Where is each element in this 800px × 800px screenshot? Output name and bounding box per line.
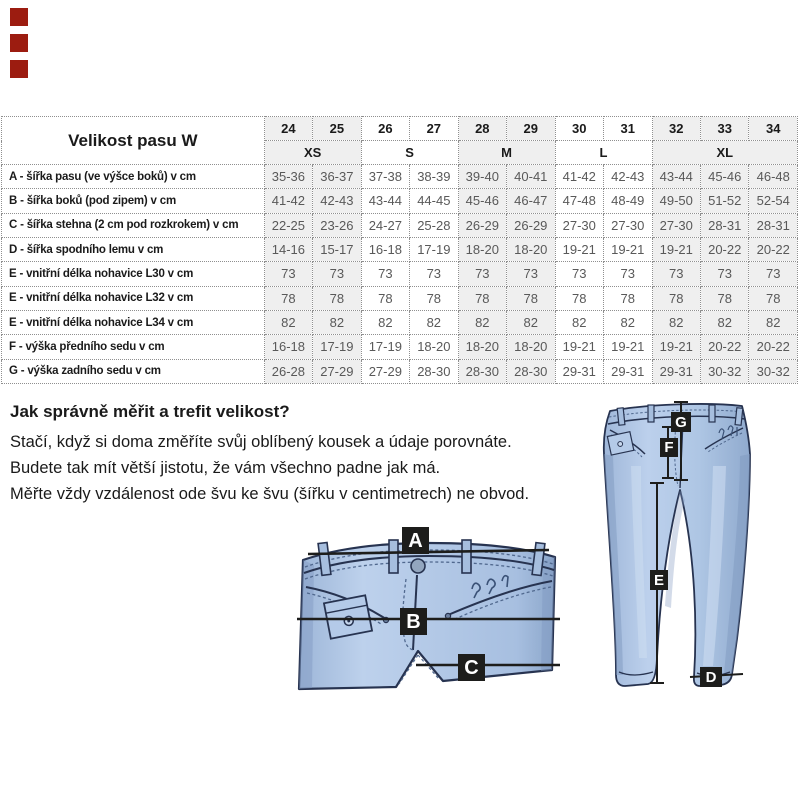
size-cell: 26-29 [507, 213, 555, 237]
measuring-instructions [10, 402, 630, 507]
measure-label-e: E [650, 570, 668, 590]
column-header-size: 29 [507, 117, 555, 141]
size-cell: 20-22 [700, 335, 748, 359]
row-label: E - vnitřní délka nohavice L32 v cm [2, 286, 265, 310]
size-cell: 78 [458, 286, 506, 310]
column-header-size: 26 [361, 117, 409, 141]
size-cell: 27-29 [313, 359, 361, 383]
size-cell: 46-47 [507, 189, 555, 213]
row-label: D - šířka spodního lemu v cm [2, 237, 265, 261]
table-row [2, 165, 798, 189]
instructions-heading: Jak správně měřit a trefit velikost? [10, 402, 290, 421]
size-cell: 29-31 [555, 359, 603, 383]
size-cell: 18-20 [410, 335, 458, 359]
size-cell: 73 [361, 262, 409, 286]
column-header-size: 30 [555, 117, 603, 141]
column-header-size: 33 [700, 117, 748, 141]
row-label: G - výška zadního sedu v cm [2, 359, 265, 383]
size-cell: 82 [749, 310, 798, 334]
size-cell: 27-30 [555, 213, 603, 237]
size-cell: 73 [555, 262, 603, 286]
size-cell: 82 [410, 310, 458, 334]
table-row [2, 213, 798, 237]
size-cell: 78 [555, 286, 603, 310]
size-cell: 18-20 [507, 335, 555, 359]
size-cell: 73 [652, 262, 700, 286]
column-header-size: 27 [410, 117, 458, 141]
size-cell: 36-37 [313, 165, 361, 189]
size-cell: 43-44 [652, 165, 700, 189]
row-label: B - šířka boků (pod zipem) v cm [2, 189, 265, 213]
column-header-size: 31 [604, 117, 652, 141]
size-cell: 35-36 [264, 165, 312, 189]
row-label: F - výška předního sedu v cm [2, 335, 265, 359]
size-cell: 28-31 [749, 213, 798, 237]
size-cell: 19-21 [604, 237, 652, 261]
size-cell: 26-28 [264, 359, 312, 383]
jeans-full-illustration [593, 396, 778, 698]
size-cell: 82 [555, 310, 603, 334]
size-cell: 18-20 [507, 237, 555, 261]
size-cell: 27-30 [652, 213, 700, 237]
instructions-line: Budete tak mít větší jistotu, že vám všechno padne jak má. [10, 459, 441, 477]
size-cell: 28-30 [410, 359, 458, 383]
column-header-size: 32 [652, 117, 700, 141]
size-cell: 29-31 [652, 359, 700, 383]
table-row [2, 310, 798, 334]
size-cell: 19-21 [555, 237, 603, 261]
row-label: C - šířka stehna (2 cm pod rozkrokem) v cm [2, 213, 265, 237]
size-cell: 51-52 [700, 189, 748, 213]
size-cell: 73 [458, 262, 506, 286]
size-cell: 82 [458, 310, 506, 334]
size-group-header: L [555, 141, 652, 165]
instructions-line: Stačí, když si doma změříte svůj oblíbený kousek a údaje porovnáte. [10, 433, 512, 451]
size-cell: 17-19 [361, 335, 409, 359]
size-cell: 42-43 [604, 165, 652, 189]
size-cell: 52-54 [749, 189, 798, 213]
color-swatch [10, 60, 28, 78]
size-cell: 18-20 [458, 237, 506, 261]
size-cell: 25-28 [410, 213, 458, 237]
size-cell: 23-26 [313, 213, 361, 237]
size-cell: 20-22 [700, 237, 748, 261]
size-cell: 27-30 [604, 213, 652, 237]
jeans-front-detail-illustration [296, 523, 562, 695]
size-cell: 40-41 [507, 165, 555, 189]
size-cell: 73 [410, 262, 458, 286]
table-corner-header: Velikost pasu W [2, 117, 265, 165]
row-label: A - šířka pasu (ve výšce boků) v cm [2, 165, 265, 189]
size-cell: 73 [604, 262, 652, 286]
size-group-header: M [458, 141, 555, 165]
size-cell: 29-31 [604, 359, 652, 383]
size-group-header: S [361, 141, 458, 165]
size-cell: 17-19 [313, 335, 361, 359]
table-row [2, 359, 798, 383]
row-label: E - vnitřní délka nohavice L30 v cm [2, 262, 265, 286]
size-cell: 82 [361, 310, 409, 334]
size-cell: 26-29 [458, 213, 506, 237]
size-cell: 82 [700, 310, 748, 334]
size-cell: 78 [507, 286, 555, 310]
size-cell: 28-30 [458, 359, 506, 383]
size-cell: 73 [700, 262, 748, 286]
measure-label-g: G [671, 412, 691, 432]
size-cell: 78 [652, 286, 700, 310]
size-cell: 82 [313, 310, 361, 334]
size-cell: 27-29 [361, 359, 409, 383]
size-cell: 24-27 [361, 213, 409, 237]
size-cell: 17-19 [410, 237, 458, 261]
table-row [2, 335, 798, 359]
size-cell: 78 [361, 286, 409, 310]
size-cell: 19-21 [652, 237, 700, 261]
column-header-size: 34 [749, 117, 798, 141]
size-cell: 43-44 [361, 189, 409, 213]
size-cell: 38-39 [410, 165, 458, 189]
size-table [1, 116, 798, 384]
size-cell: 73 [507, 262, 555, 286]
table-row [2, 189, 798, 213]
size-cell: 78 [700, 286, 748, 310]
size-cell: 28-30 [507, 359, 555, 383]
size-cell: 30-32 [749, 359, 798, 383]
size-cell: 15-17 [313, 237, 361, 261]
size-group-header: XS [264, 141, 361, 165]
size-cell: 39-40 [458, 165, 506, 189]
size-cell: 44-45 [410, 189, 458, 213]
measure-label-f: F [660, 438, 678, 457]
size-cell: 16-18 [264, 335, 312, 359]
size-group-header: XL [652, 141, 798, 165]
column-header-size: 25 [313, 117, 361, 141]
size-cell: 42-43 [313, 189, 361, 213]
size-cell: 46-48 [749, 165, 798, 189]
size-cell: 78 [749, 286, 798, 310]
size-cell: 22-25 [264, 213, 312, 237]
column-header-size: 24 [264, 117, 312, 141]
size-cell: 82 [604, 310, 652, 334]
size-cell: 45-46 [458, 189, 506, 213]
size-cell: 19-21 [604, 335, 652, 359]
size-cell: 82 [264, 310, 312, 334]
size-cell: 48-49 [604, 189, 652, 213]
size-cell: 73 [313, 262, 361, 286]
size-cell: 41-42 [555, 165, 603, 189]
size-cell: 28-31 [700, 213, 748, 237]
measure-label-c: C [458, 654, 485, 681]
size-cell: 20-22 [749, 335, 798, 359]
table-row [2, 286, 798, 310]
size-cell: 19-21 [652, 335, 700, 359]
size-cell: 47-48 [555, 189, 603, 213]
size-cell: 49-50 [652, 189, 700, 213]
size-cell: 73 [749, 262, 798, 286]
size-cell: 16-18 [361, 237, 409, 261]
measure-label-b: B [400, 608, 427, 635]
size-cell: 78 [264, 286, 312, 310]
measure-label-a: A [402, 527, 429, 554]
size-cell: 45-46 [700, 165, 748, 189]
size-cell: 78 [313, 286, 361, 310]
size-cell: 41-42 [264, 189, 312, 213]
size-cell: 78 [410, 286, 458, 310]
table-row [2, 237, 798, 261]
size-cell: 78 [604, 286, 652, 310]
color-swatch [10, 8, 28, 26]
column-header-size: 28 [458, 117, 506, 141]
size-cell: 14-16 [264, 237, 312, 261]
row-label: E - vnitřní délka nohavice L34 v cm [2, 310, 265, 334]
size-cell: 18-20 [458, 335, 506, 359]
size-cell: 82 [652, 310, 700, 334]
size-cell: 30-32 [700, 359, 748, 383]
size-cell: 73 [264, 262, 312, 286]
size-cell: 19-21 [555, 335, 603, 359]
size-cell: 37-38 [361, 165, 409, 189]
size-cell: 82 [507, 310, 555, 334]
table-row [2, 262, 798, 286]
color-swatch [10, 34, 28, 52]
instructions-line: Měřte vždy vzdálenost ode švu ke švu (šířku v centimetrech) ne obvod. [10, 485, 530, 503]
measure-label-d: D [700, 667, 722, 687]
size-cell: 20-22 [749, 237, 798, 261]
